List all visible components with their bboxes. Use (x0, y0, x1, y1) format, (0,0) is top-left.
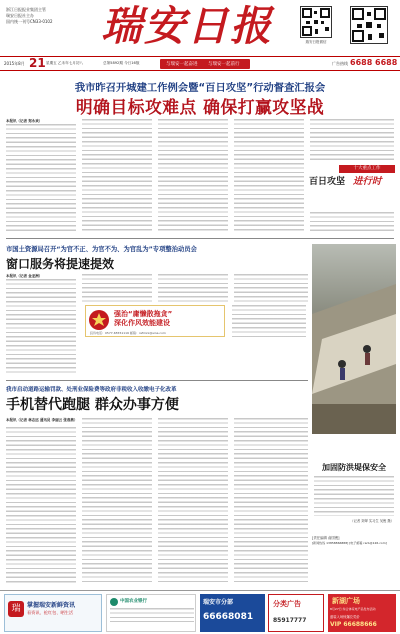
slogan-banner (160, 59, 250, 69)
ad-hotline-label: 广告热线 (332, 61, 348, 66)
story2-column-4 (234, 274, 308, 302)
photo-caption-title: 加固防洪堤保安全 (322, 463, 386, 472)
ad-bank-phone: 66668081 (203, 612, 254, 622)
weekday-info: 星期五 乙未年七月初八 (46, 61, 84, 65)
qr-code-left[interactable] (300, 6, 332, 38)
ad-mall-sub: 盛装入场惊爆兑奖价 (330, 615, 360, 619)
qr-code-icon (301, 7, 331, 37)
lead-column-3 (158, 119, 228, 232)
issue-info: 总第5892期 今日16版 (103, 61, 140, 65)
photo-caption-body (314, 476, 394, 516)
story2-column-4b (232, 305, 306, 340)
ad-hotline-small-text (258, 60, 328, 68)
lead-byline: 本报讯（记者 郑永欢） (6, 119, 43, 123)
story2-column-1 (6, 279, 76, 374)
ad-app[interactable] (4, 594, 102, 632)
story3-column-1 (6, 427, 76, 583)
story2-column-3 (158, 274, 228, 302)
photo-scene (312, 244, 396, 434)
ad-bank-title: 中国农业银行 (120, 599, 147, 604)
date-day: 21 (29, 56, 46, 70)
ad-mall-title: 新湖广场 (332, 597, 360, 605)
ad-bank-body (110, 608, 194, 622)
ad-app-title: 掌握瑞安新鲜资讯 (27, 602, 76, 609)
story3-body (6, 418, 308, 583)
serial-number-line: 国内统一刊号CN33-0102 (6, 19, 53, 24)
section-divider-2 (6, 380, 308, 381)
ad-app-sub: 看资讯、抢红包、晒生活 (27, 610, 74, 615)
flood-wall-photo[interactable] (312, 244, 396, 434)
lead-column-1 (6, 124, 76, 232)
ad-mall-phone: VIP 66688666 (330, 621, 377, 628)
story3-column-3 (158, 418, 228, 583)
lead-column-2 (82, 119, 152, 232)
masthead (0, 0, 400, 55)
ad-bank-brand: 瑞安市分部 (203, 599, 234, 606)
slogan-1: 与瑞安一起奋进 (166, 62, 198, 67)
badge-left: 百日攻坚 (309, 177, 346, 187)
photo-caption-tag: （记者 刘婵 实习生 吴俊 摄） (350, 519, 394, 523)
story2-headline: 窗口服务将提速提效 (6, 257, 115, 271)
badge-top-bar: 十大重点工作 (339, 165, 395, 173)
story3-column-4 (234, 418, 308, 583)
story3-headline: 手机替代跑腿 群众办事方便 (6, 397, 179, 413)
lead-column-5 (310, 119, 394, 163)
story3-column-2 (82, 418, 152, 583)
qr-code-icon (351, 7, 387, 43)
ad-bank[interactable] (106, 594, 196, 632)
section-divider (6, 238, 394, 239)
bank-logo-icon (110, 598, 118, 606)
ad-classified-phone: 85917777 (273, 617, 307, 624)
app-icon: 瑞 (8, 601, 24, 617)
ad-mall-line: 8月27日 综合体家电产品发布活动 (330, 607, 376, 611)
campaign-badge (309, 165, 395, 207)
ad-hotline-number[interactable]: 6688 6688 (350, 58, 398, 67)
emblem-icon (89, 310, 109, 330)
lead-column-5b (310, 212, 394, 232)
editor-line: [责任编辑 俞国俊] (312, 536, 340, 540)
dateline-bar (0, 56, 400, 71)
integrity-ad-box (85, 305, 225, 337)
story2-byline: 本报讯（记者 金亚洲） (6, 274, 43, 278)
slogan-2: 与瑞安一起前行 (208, 62, 240, 67)
ad-classified-title: 分类广告 (273, 600, 301, 608)
integrity-ad-line3: 投诉电话：0577-65551116 邮箱：rafmzx@sina.com (90, 331, 166, 335)
story2-kicker: 市国土资源局召开“为官不正、为官不为、为官乱为”专项整治动员会 (6, 246, 197, 253)
ad-bank-phone-block[interactable] (200, 594, 265, 632)
lead-kicker: 我市昨召开城建工作例会暨“百日攻坚”行动督查汇报会 (74, 82, 326, 94)
ad-mall[interactable] (328, 594, 396, 632)
badge-right: 进行时 (353, 176, 382, 187)
story2-column-2 (82, 274, 152, 302)
lead-column-4 (234, 119, 304, 232)
contact-line: [新闻热线 13858866888] [电子邮箱 rarb@126.com] (312, 541, 387, 545)
integrity-ad-line2: 深化作风效能建设 (114, 319, 170, 327)
ad-classified[interactable] (268, 594, 324, 632)
qr-label: 瑞安日报微信 (305, 40, 327, 44)
sponsor-line: 瑞安日报社主办 (6, 13, 34, 18)
publisher-line: 浙江日报报业集团主管 (6, 7, 46, 12)
integrity-ad-emblem (89, 310, 109, 330)
masthead-left-info (6, 7, 76, 25)
masthead-title: 瑞安日报 (101, 2, 273, 50)
qr-code-right[interactable] (350, 6, 388, 44)
lead-headline: 明确目标攻难点 确保打赢攻坚战 (75, 97, 325, 117)
story3-byline: 本报讯（记者 林志远 通讯员 李丽云 张春燕） (6, 418, 78, 422)
bottom-ad-strip (0, 590, 400, 634)
date-prefix: 2015年8月 (4, 61, 25, 66)
story3-kicker: 我市启动道路运输罚款、处刑业保险费等政府非税收入收缴电子化改革 (6, 387, 177, 393)
integrity-ad-line1: 强治“庸懒散拖贪” (114, 310, 173, 318)
